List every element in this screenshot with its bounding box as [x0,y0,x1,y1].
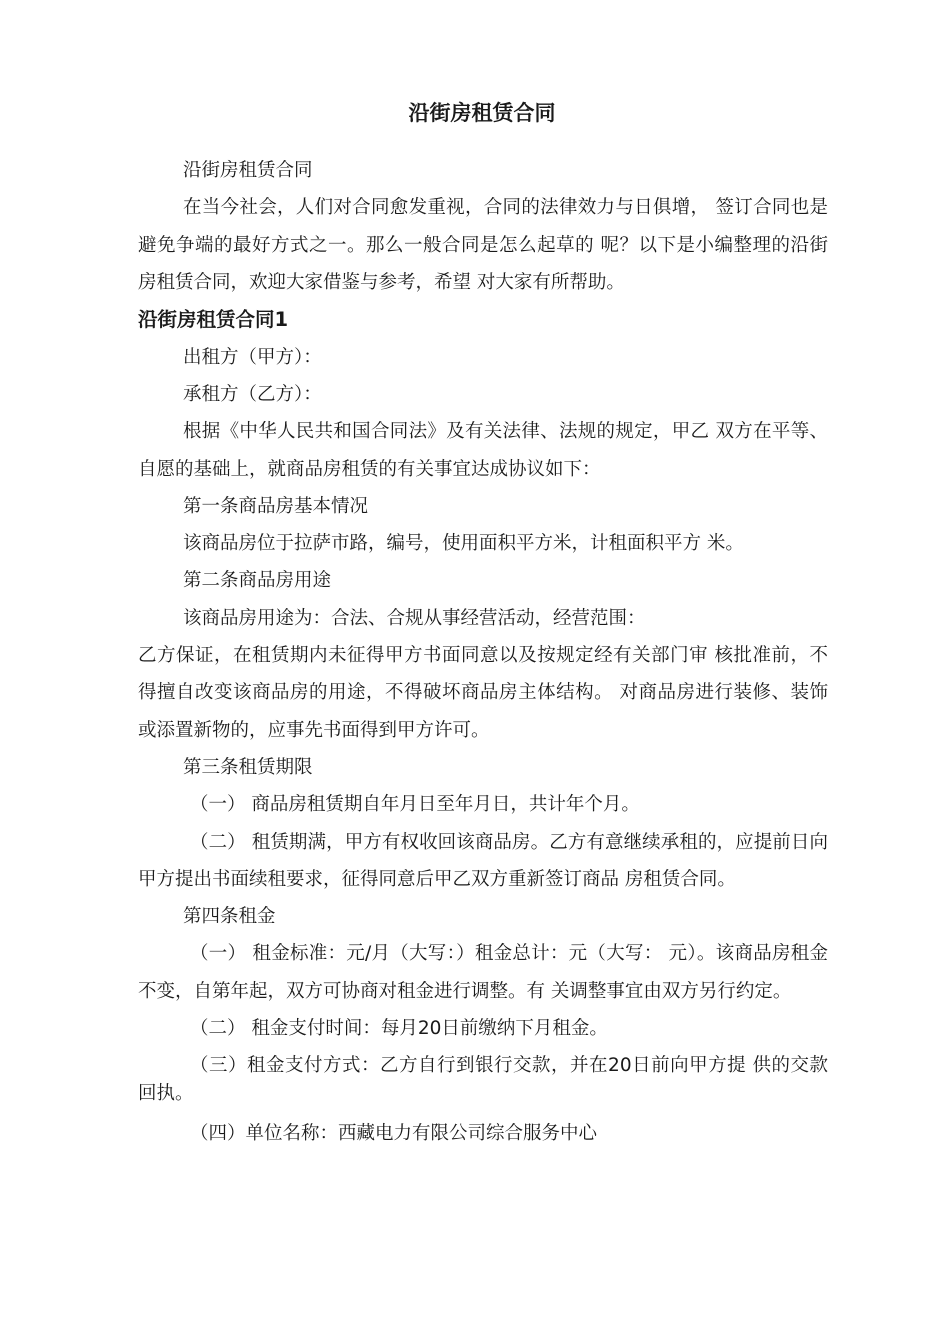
article2-title: 第二条商品房用途 [183,570,332,592]
section-heading: 沿街房租赁合同1 [138,308,289,332]
article4-title: 第四条租金 [183,906,276,928]
intro-paragraph: 在当今社会，人们对合同愈发重视，合同的法律效力与日俱增， 签订合同也是避免争端的最好方式之一。那么一般合同是怎么起草的 呢？以下是小编整理的沿街房租赁合同，欢迎大家借鉴与参考，希望 对大家有所帮助。 [138,197,828,293]
article4-item2: （二） 租金支付时间：每月20日前缴纳下月租金。 [190,1018,608,1040]
document-title: 沿街房租赁合同 [408,101,556,125]
article4-item4: （四）单位名称：西藏电力有限公司综合服务中心 [190,1123,598,1145]
lessor-line: 出租方（甲方）： [183,346,322,368]
article2-guarantee: 乙方保证，在租赁期内未征得甲方书面同意以及按规定经有关部门审 核批准前，不得擅自改变该商品房的用途，不得破坏商品房主体结构。 对商品房进行装修、装饰或添置新物的，应事先书面得到甲方许可。 [138,645,828,741]
document-body [138,152,828,1153]
article4-item3: （三）租金支付方式：乙方自行到银行交款，并在20日前向甲方提 供的交款回执。 [138,1055,828,1105]
article4-item1: （一） 租金标准：元/月（大写：）租金总计：元（大写： 元）。该商品房租金不变，自第年起，双方可协商对租金进行调整。有 关调整事宜由双方另行约定。 [138,943,828,1002]
article3-item2: （二） 租赁期满，甲方有权收回该商品房。乙方有意继续承租的，应提前日向甲方提出书面续租要求，征得同意后甲乙双方重新签订商品 房租赁合同。 [138,831,828,890]
basis-paragraph: 根据《中华人民共和国合同法》及有关法律、法规的规定，甲乙 双方在平等、自愿的基础上，就商品房租赁的有关事宜达成协议如下： [138,421,828,480]
article1-title: 第一条商品房基本情况 [183,495,369,517]
lessee-line: 承租方（乙方）： [183,383,322,405]
article1-body: 该商品房位于拉萨市路，编号，使用面积平方米，计租面积平方 米。 [183,533,744,555]
article3-title: 第三条租赁期限 [183,756,313,778]
intro-subtitle: 沿街房租赁合同 [183,160,313,181]
article2-body: 该商品房用途为：合法、合规从事经营活动，经营范围： [183,607,646,629]
article3-item1: （一） 商品房租赁期自年月日至年月日，共计年个月。 [190,794,640,816]
